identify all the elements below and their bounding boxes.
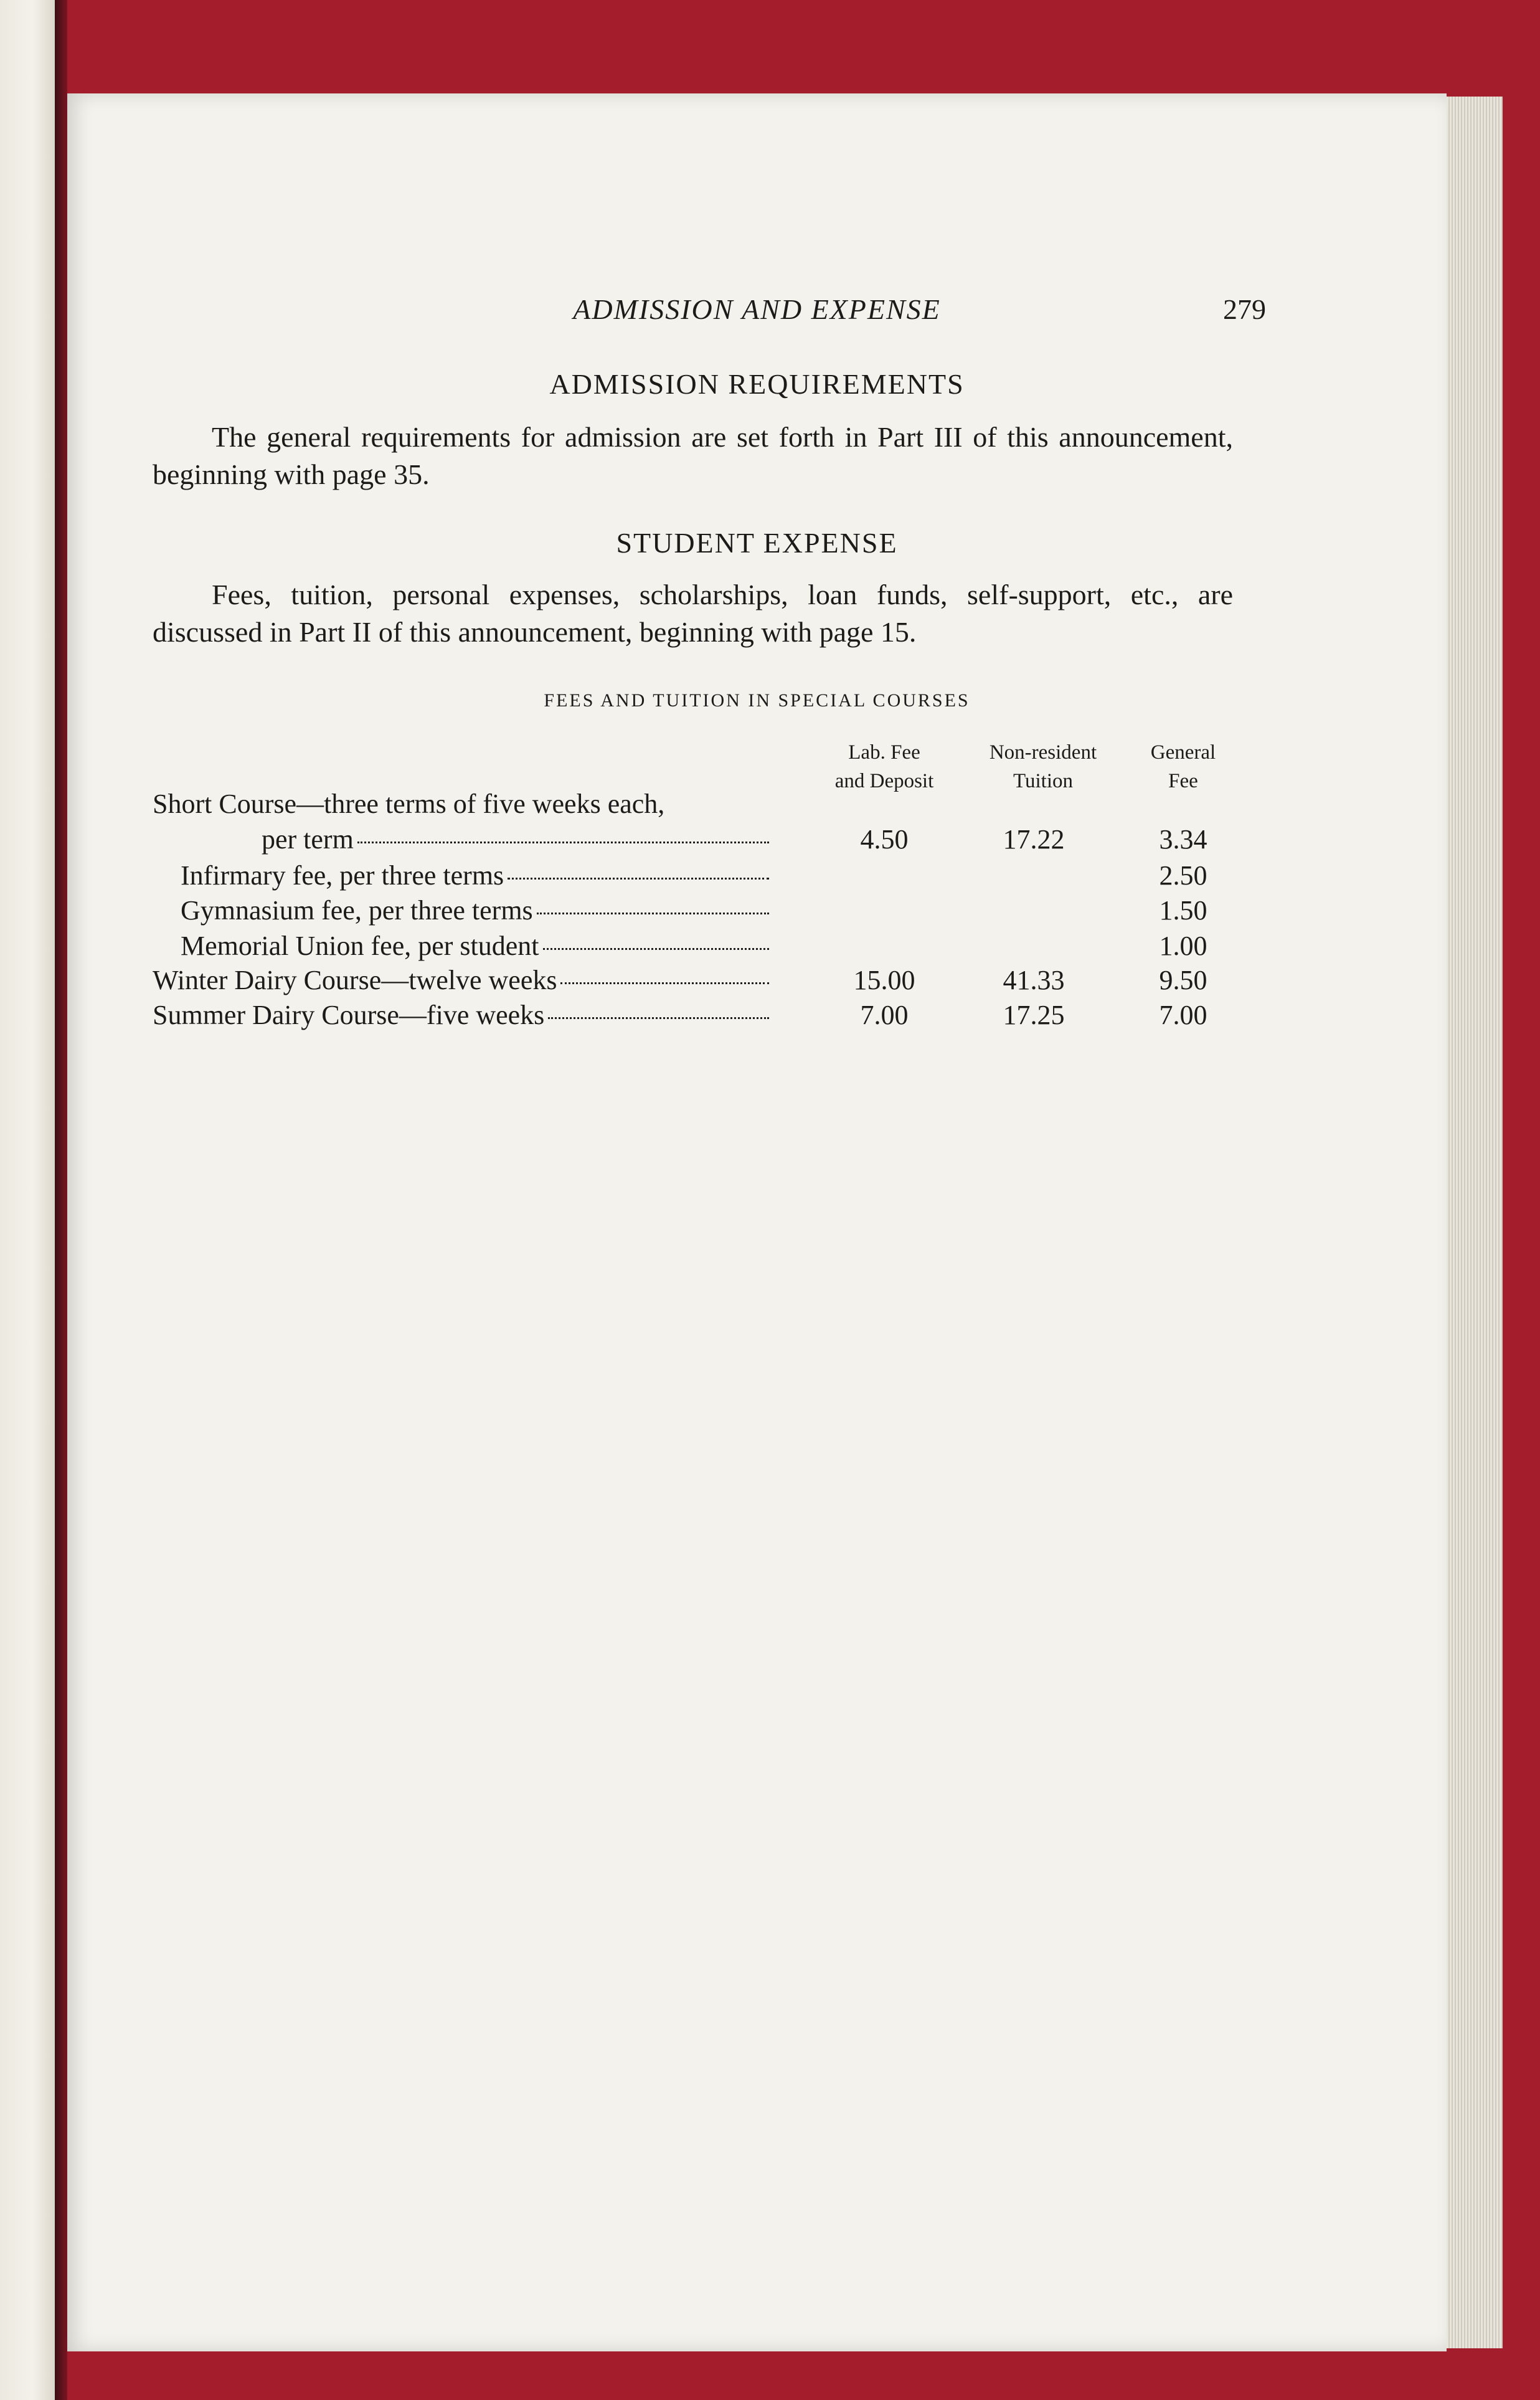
table-row — [0, 788, 1540, 823]
dot-leader — [537, 913, 769, 914]
page-header — [67, 293, 1447, 336]
dot-leader — [508, 878, 769, 880]
cell-general: 2.50 — [1159, 860, 1207, 891]
cell-lab: 15.00 — [853, 965, 915, 995]
dot-leader — [357, 842, 769, 843]
admission-heading: ADMISSION REQUIREMENTS — [549, 368, 965, 400]
row-label-text: Short Course—three terms of five weeks each, — [153, 789, 665, 819]
table-row — [0, 999, 1540, 1034]
cell-general: 1.00 — [1159, 931, 1207, 961]
cell-nonres: 17.25 — [1003, 1000, 1065, 1030]
table-row — [0, 964, 1540, 999]
cell-general: 7.00 — [1159, 1000, 1207, 1030]
row-label — [153, 964, 769, 996]
row-label-text: per term — [262, 824, 354, 855]
row-label-text: Memorial Union fee, per student — [181, 931, 539, 961]
fees-table-title: FEES AND TUITION IN SPECIAL COURSES — [544, 690, 970, 711]
running-title: ADMISSION AND EXPENSE — [573, 293, 941, 325]
table-row — [0, 823, 1540, 858]
page-number: 279 — [1223, 293, 1266, 325]
table-row — [0, 860, 1540, 894]
table-row — [0, 930, 1540, 965]
row-label — [181, 930, 769, 962]
expense-heading: STUDENT EXPENSE — [616, 527, 898, 559]
table-row — [0, 894, 1540, 929]
cell-lab: 4.50 — [860, 824, 909, 855]
row-label — [153, 999, 769, 1031]
cell-general: 1.50 — [1159, 895, 1207, 926]
col-header-general-fee: General Fee — [1150, 741, 1216, 792]
row-label-text: Winter Dairy Course—twelve weeks — [153, 965, 557, 995]
page-edges — [1447, 97, 1503, 2348]
row-label — [262, 823, 769, 855]
row-label — [181, 894, 769, 926]
cell-general: 3.34 — [1159, 824, 1207, 855]
dot-leader — [548, 1017, 769, 1019]
cell-lab: 7.00 — [860, 1000, 909, 1030]
expense-paragraph: Fees, tuition, personal expenses, scholarships, loan funds, self-support, etc., are discussed in Part II of this announcement, beginning with page 15. — [153, 579, 1233, 648]
row-label — [153, 788, 664, 820]
binding-gutter — [55, 0, 67, 2400]
facing-page-edge — [0, 0, 55, 2400]
cell-nonres: 17.22 — [1003, 824, 1065, 855]
cell-nonres: 41.33 — [1003, 965, 1065, 995]
dot-leader — [560, 982, 769, 984]
row-label-text: Infirmary fee, per three terms — [181, 860, 504, 891]
admission-paragraph: The general requirements for admission are set forth in Part III of this announcement, beginning with page 35. — [153, 421, 1233, 490]
cell-general: 9.50 — [1159, 965, 1207, 995]
col-header-lab-fee: Lab. Fee and Deposit — [834, 741, 934, 792]
row-label — [181, 860, 769, 891]
col-header-nonresident-tuition: Non-resident Tuition — [989, 741, 1097, 792]
dot-leader — [543, 948, 769, 950]
row-label-text: Summer Dairy Course—five weeks — [153, 1000, 545, 1030]
row-label-text: Gymnasium fee, per three terms — [181, 895, 533, 926]
